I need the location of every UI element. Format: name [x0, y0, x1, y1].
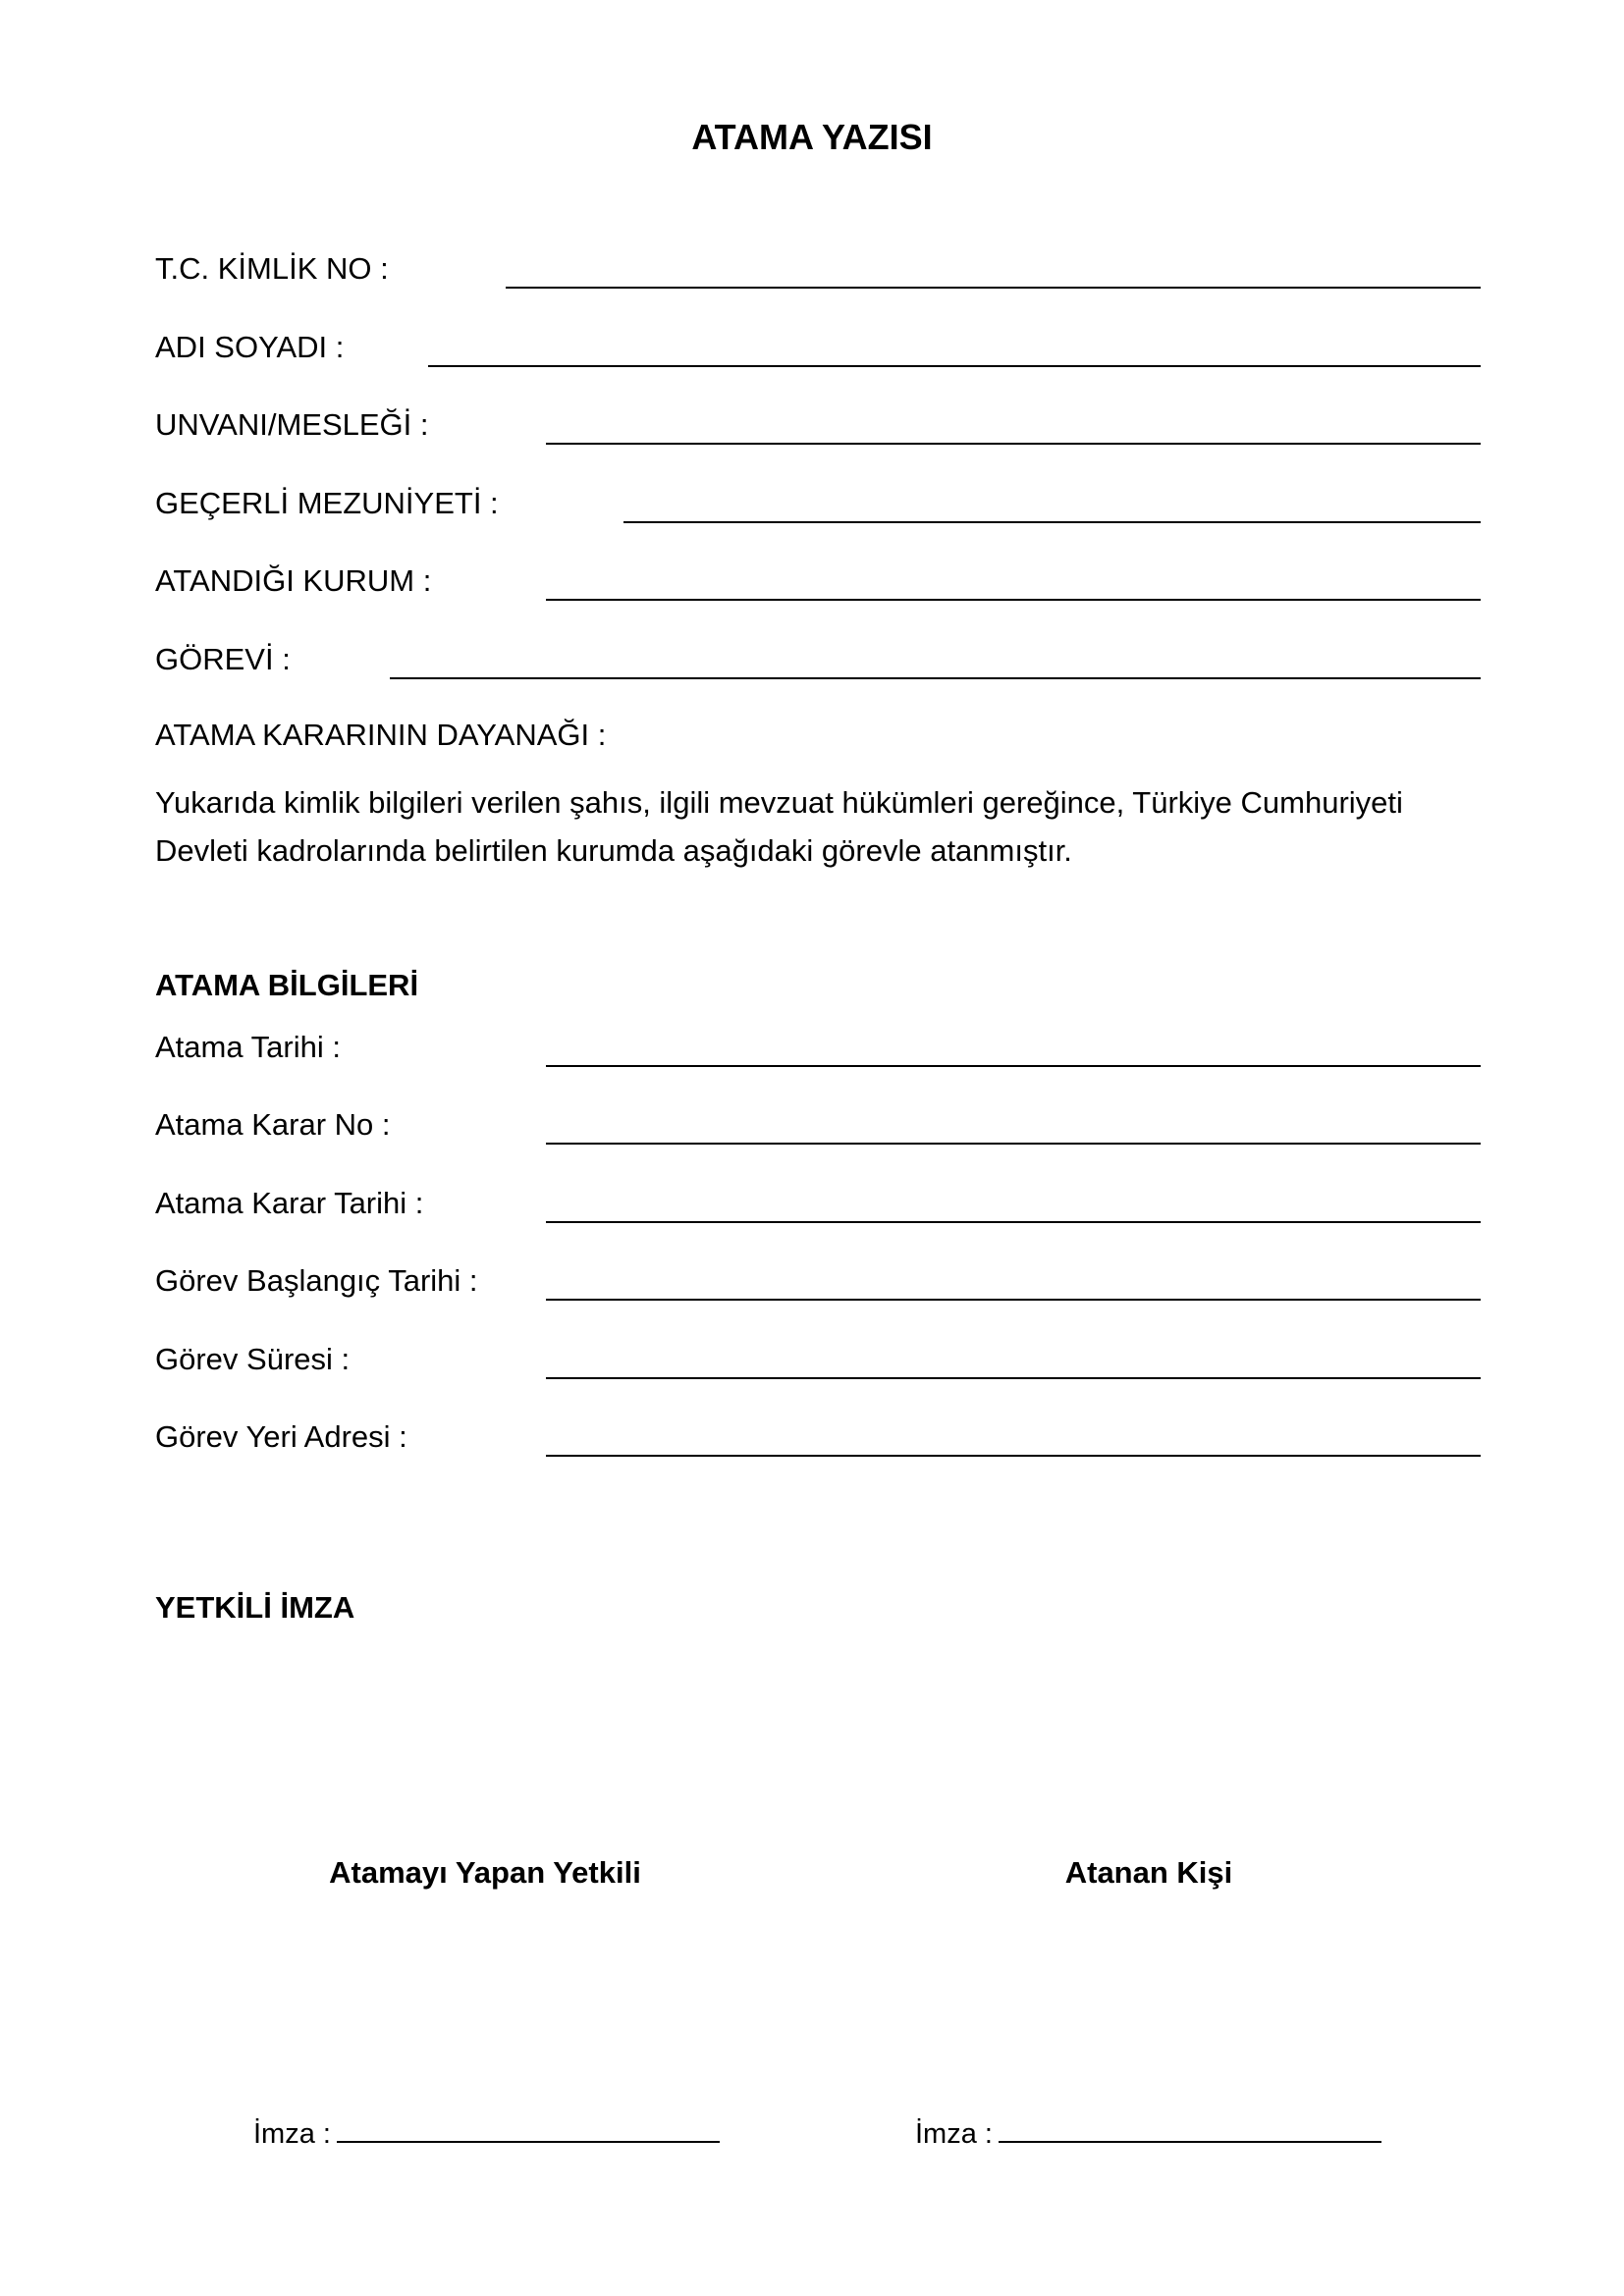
field-label: Atama Karar No : — [155, 1107, 391, 1142]
field-label: GEÇERLİ MEZUNİYETİ : — [155, 486, 499, 520]
field-label: Görev Süresi : — [155, 1342, 351, 1376]
field-row-atama-tarihi — [155, 1018, 1481, 1067]
field-label: Görev Başlangıç Tarihi : — [155, 1263, 478, 1298]
signatory-title-appointee: Atanan Kişi — [1064, 1855, 1233, 1890]
signature-line-appointee — [915, 2114, 1381, 2154]
field-input-line[interactable] — [428, 365, 1481, 367]
assignment-heading: ATAMA BİLGİLERİ — [155, 968, 419, 1002]
field-row-gorev-suresi — [155, 1330, 1481, 1379]
signature-blank[interactable] — [999, 2141, 1381, 2143]
field-input-line[interactable] — [506, 287, 1481, 289]
paragraph-line: Devleti kadrolarında belirtilen kurumda aşağıdaki görevle atanmıştır. — [155, 833, 1072, 868]
field-label: ADI SOYADI : — [155, 330, 345, 364]
field-label: UNVANI/MESLEĞİ : — [155, 407, 429, 442]
field-row-atama-karar-tarihi — [155, 1174, 1481, 1223]
field-input-line[interactable] — [546, 1065, 1481, 1067]
basis-label: ATAMA KARARININ DAYANAĞI : — [155, 718, 607, 752]
field-row-gorev-baslangic-tarihi — [155, 1252, 1481, 1301]
field-input-line[interactable] — [623, 521, 1481, 523]
field-row-gecerli-mezuniyeti — [155, 474, 1481, 523]
field-row-tc-kimlik-no — [155, 240, 1481, 289]
field-row-unvani-meslegi — [155, 396, 1481, 445]
appointment-paragraph — [155, 778, 1481, 875]
field-row-adi-soyadi — [155, 318, 1481, 367]
field-label: T.C. KİMLİK NO : — [155, 251, 389, 286]
field-row-gorev-yeri-adresi — [155, 1408, 1481, 1457]
signature-label: İmza : — [915, 2118, 993, 2150]
field-row-gorevi — [155, 630, 1481, 679]
field-input-line[interactable] — [546, 1221, 1481, 1223]
field-input-line[interactable] — [546, 1377, 1481, 1379]
field-label: ATANDIĞI KURUM : — [155, 563, 432, 598]
field-row-atama-karar-no — [155, 1095, 1481, 1145]
field-input-line[interactable] — [546, 443, 1481, 445]
field-row-atandigi-kurum — [155, 552, 1481, 601]
field-input-line[interactable] — [546, 1455, 1481, 1457]
signature-blank[interactable] — [337, 2141, 720, 2143]
document-title: ATAMA YAZISI — [691, 117, 933, 157]
signature-label: İmza : — [253, 2118, 331, 2150]
signatory-title-authority: Atamayı Yapan Yetkili — [329, 1855, 641, 1890]
signature-line-authority — [253, 2114, 720, 2154]
field-label: Atama Tarihi : — [155, 1030, 341, 1064]
field-input-line[interactable] — [546, 599, 1481, 601]
paragraph-line: Yukarıda kimlik bilgileri verilen şahıs, ilgili mevzuat hükümleri gereğince, Türkiye Cumhuriyeti — [155, 785, 1403, 820]
field-label: GÖREVİ : — [155, 642, 291, 676]
signature-heading: YETKİLİ İMZA — [155, 1590, 355, 1625]
field-input-line[interactable] — [546, 1143, 1481, 1145]
field-label: Görev Yeri Adresi : — [155, 1419, 407, 1454]
field-input-line[interactable] — [390, 677, 1481, 679]
field-label: Atama Karar Tarihi : — [155, 1186, 424, 1220]
field-input-line[interactable] — [546, 1299, 1481, 1301]
